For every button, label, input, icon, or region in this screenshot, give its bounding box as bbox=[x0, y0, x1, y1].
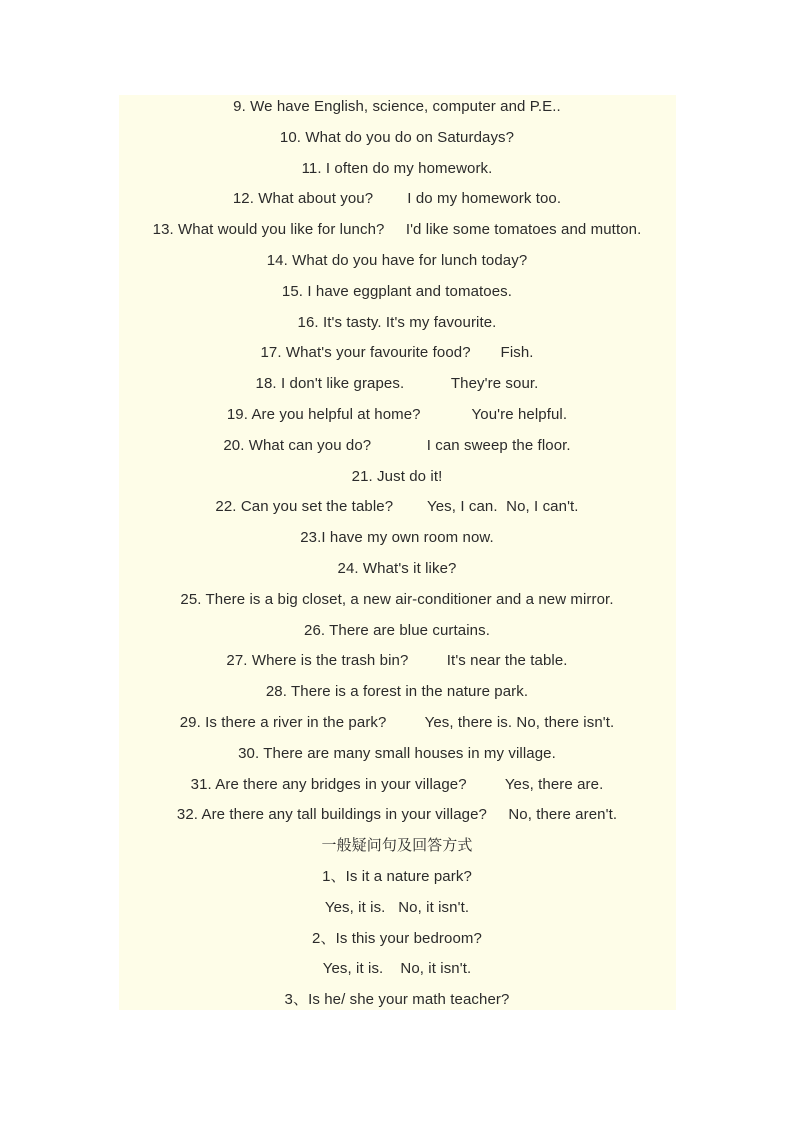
text-line: 25. There is a big closet, a new air-conditioner and a new mirror. bbox=[180, 590, 614, 608]
text-line: 1、Is it a nature park? bbox=[322, 867, 472, 885]
text-line: 32. Are there any tall buildings in your village? No, there aren't. bbox=[176, 806, 618, 824]
text-line: 28. There is a forest in the nature park. bbox=[265, 683, 529, 701]
text-line: 17. What's your favourite food? Fish. bbox=[260, 344, 534, 362]
text-line: 24. What's it like? bbox=[337, 559, 457, 577]
document-lines bbox=[0, 92, 794, 1016]
text-line: 2、Is this your bedroom? bbox=[312, 929, 482, 947]
section-heading: 一般疑问句及回答方式 bbox=[321, 837, 473, 855]
text-line: 23.I have my own room now. bbox=[300, 529, 494, 547]
text-line: 10. What do you do on Saturdays? bbox=[279, 128, 515, 146]
text-line: 29. Is there a river in the park? Yes, there is. No, there isn't. bbox=[179, 713, 615, 731]
text-line: 11. I often do my homework. bbox=[301, 159, 493, 177]
text-line: 15. I have eggplant and tomatoes. bbox=[281, 282, 513, 300]
text-line: 19. Are you helpful at home? You're helpful. bbox=[226, 405, 568, 423]
text-line: 31. Are there any bridges in your village? Yes, there are. bbox=[190, 775, 604, 793]
text-line: 30. There are many small houses in my village. bbox=[238, 744, 556, 762]
text-line: 26. There are blue curtains. bbox=[304, 621, 490, 639]
text-line: 3、Is he/ she your math teacher? bbox=[284, 991, 510, 1009]
text-line: 9. We have English, science, computer and P.E.. bbox=[233, 98, 561, 115]
text-line: 27. Where is the trash bin? It's near the table. bbox=[226, 652, 568, 670]
text-line: 18. I don't like grapes. They're sour. bbox=[255, 375, 539, 393]
text-line: 12. What about you? I do my homework too. bbox=[232, 190, 562, 208]
text-line: 21. Just do it! bbox=[351, 467, 443, 485]
text-line: 16. It's tasty. It's my favourite. bbox=[297, 313, 497, 331]
text-line: Yes, it is. No, it isn't. bbox=[324, 898, 470, 916]
text-line: 14. What do you have for lunch today? bbox=[266, 251, 528, 269]
text-line: 20. What can you do? I can sweep the floor. bbox=[223, 436, 571, 454]
text-line: 13. What would you like for lunch? I'd like some tomatoes and mutton. bbox=[152, 221, 642, 239]
text-line: Yes, it is. No, it isn't. bbox=[322, 960, 472, 978]
text-line: 22. Can you set the table? Yes, I can. No, I can't. bbox=[215, 498, 579, 516]
